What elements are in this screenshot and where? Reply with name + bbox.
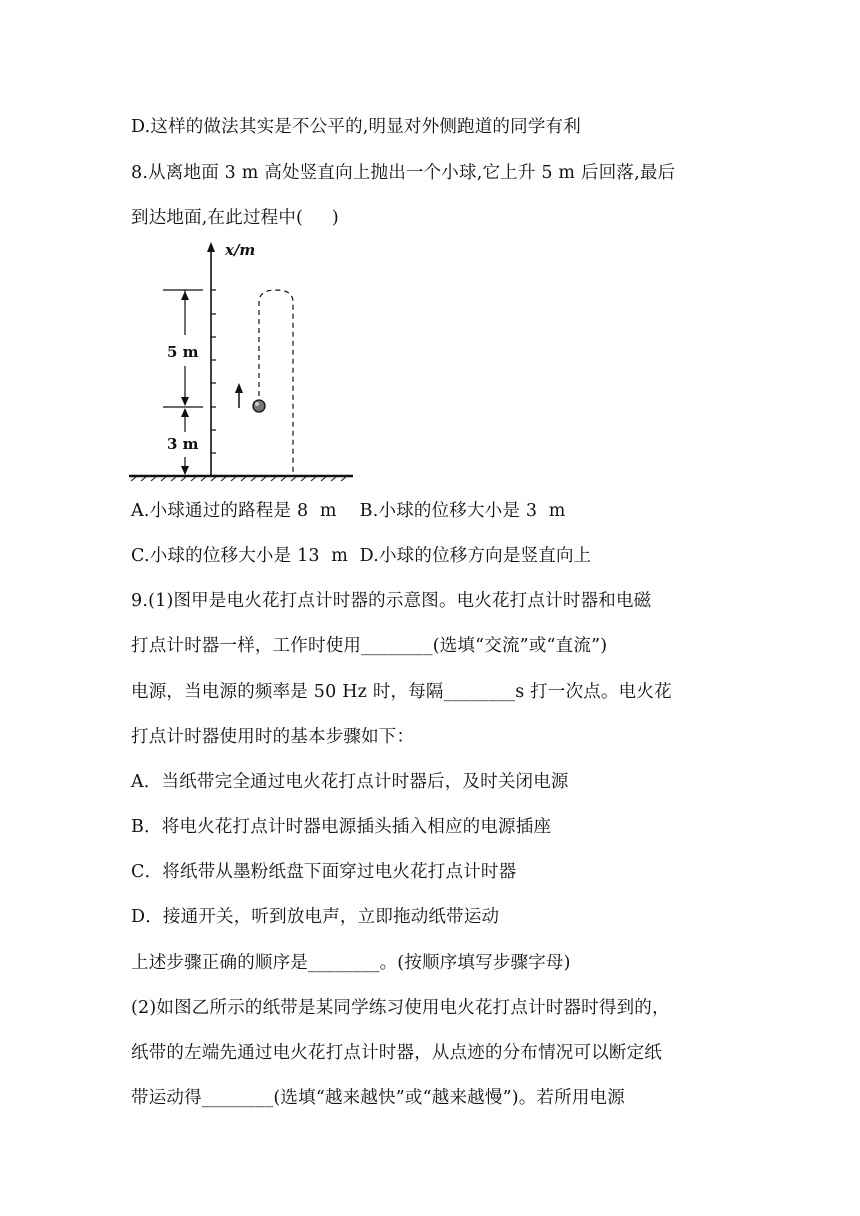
text-line: A.小球通过的路程是 8 m B.小球的位移大小是 3 m	[131, 501, 566, 521]
text-line: A．当纸带完全通过电火花打点计时器后，及时关闭电源	[131, 772, 569, 792]
arrow-up-icon	[181, 408, 189, 417]
upward-arrow-icon	[235, 383, 243, 393]
trajectory-path	[259, 290, 293, 474]
ball-motion-figure	[127, 238, 355, 482]
arrow-up-icon	[181, 291, 189, 300]
text-line: 到达地面,在此过程中( )	[131, 208, 339, 228]
text-line: 带运动得________(选填“越来越快”或“越来越慢”)。若所用电源	[131, 1088, 625, 1108]
text-line: (2)如图乙所示的纸带是某同学练习使用电火花打点计时器时得到的，	[131, 998, 670, 1018]
text-line: 打点计时器一样，工作时使用________(选填“交流”或“直流”)	[131, 636, 608, 656]
text-line: 9.(1)图甲是电火花打点计时器的示意图。电火花打点计时器和电磁	[131, 591, 652, 611]
arrow-down-icon	[181, 466, 189, 475]
arrow-down-icon	[181, 397, 189, 406]
text-line: D.这样的做法其实是不公平的,明显对外侧跑道的同学有利	[131, 117, 581, 137]
ball-highlight	[255, 402, 259, 406]
axis-arrow-icon	[207, 242, 215, 252]
text-line: 电源，当电源的频率是 50 Hz 时，每隔________s 打一次点。电火花	[131, 682, 672, 702]
text-line: 8.从离地面 3 m 高处竖直向上抛出一个小球,它上升 5 m 后回落,最后	[131, 163, 676, 183]
text-line: 上述步骤正确的顺序是________。(按顺序填写步骤字母)	[131, 953, 571, 973]
upper-distance-label: 5 m	[167, 343, 199, 361]
text-line: 纸带的左端先通过电火花打点计时器，从点迹的分布情况可以断定纸	[131, 1043, 662, 1063]
text-line: C.小球的位移大小是 13 m D.小球的位移方向是竖直向上	[131, 546, 592, 566]
text-line: D．接通开关，听到放电声，立即拖动纸带运动	[131, 907, 500, 927]
ball	[253, 400, 265, 412]
text-line: C．将纸带从墨粉纸盘下面穿过电火花打点计时器	[131, 862, 517, 882]
text-line: 打点计时器使用时的基本步骤如下：	[131, 727, 415, 747]
ball-motion-diagram	[127, 238, 355, 482]
lower-distance-label: 3 m	[167, 435, 199, 453]
axis-label: x/m	[225, 241, 256, 259]
text-line: B．将电火花打点计时器电源插头插入相应的电源插座	[131, 817, 552, 837]
